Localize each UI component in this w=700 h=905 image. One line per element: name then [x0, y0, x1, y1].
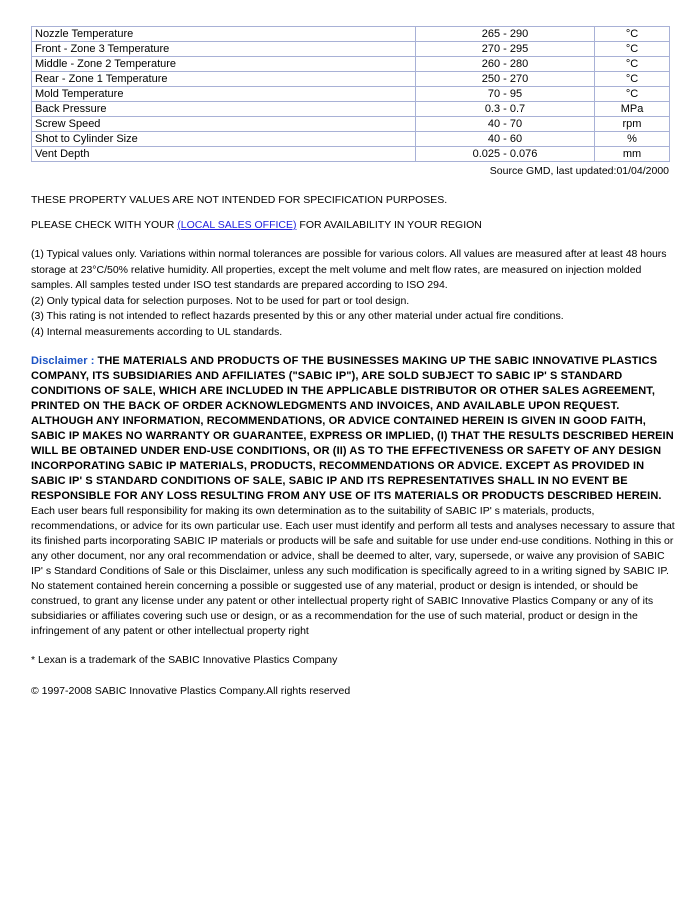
local-sales-office-link[interactable]: (LOCAL SALES OFFICE): [177, 219, 297, 231]
process-table-body: [32, 27, 670, 162]
unit-cell: MPa: [595, 102, 670, 117]
source-line: Source GMD, last updated:01/04/2000: [489, 165, 669, 177]
disclaimer-bold-text: THE MATERIALS AND PRODUCTS OF THE BUSINESSES MAKING UP THE SABIC INNOVATIVE PLASTICS COMPANY, ITS SUBSIDIARIES AND AFFILIATES ("SABIC IP"), ARE SOLD SUBJECT TO SABIC IP' S STANDARD CONDITIONS OF SALE, WHICH ARE INCLUDED IN THE APPLICABLE DISTRIBUTOR OR OTHER SALES AGREEMENT, PRINTED ON THE BACK OF ORDER ACKNOWLEDGMENTS AND INVOICES, AND AVAILABLE UPON REQUEST. ALTHOUGH ANY INFORMATION, RECOMMENDATIONS, OR ADVICE CONTAINED HEREIN IS GIVEN IN GOOD FAITH, SABIC IP MAKES NO WARRANTY OR GUARANTEE, EXPRESS OR IMPLIED, (I) THAT THE RESULTS DESCRIBED HEREIN WILL BE OBTAINED UNDER END-USE CONDITIONS, OR (II) AS TO THE EFFECTIVENESS OR SAFETY OF ANY DESIGN INCORPORATING SABIC IP MATERIALS, PRODUCTS, RECOMMENDATIONS OR ADVICE. EXCEPT AS PROVIDED IN SABIC IP' S STANDARD CONDITIONS OF SALE, SABIC IP AND ITS REPRESENTATIVES SHALL IN NO EVENT BE RESPONSIBLE FOR ANY LOSS RESULTING FROM ANY USE OF ITS MATERIALS OR PRODUCTS DESCRIBED HEREIN.: [31, 355, 674, 502]
table-row: [32, 42, 670, 57]
disclaimer-body-text: Each user bears full responsibility for making its own determination as to the suitability of SABIC IP' s materials, products, recommendations, or advice for its own particular use. Each user must identify and perform all tests and analyses necessary to assure that its finished parts incorporating SABIC IP materials or products will be safe and suitable for use under end-use conditions. Nothing in this or any other document, nor any oral recommendation or advice, shall be deemed to alter, vary, supersede, or waive any provision of SABIC IP' s Standard Conditions of Sale or this Disclaimer, unless any such modification is specifically agreed to in a writing signed by SABIC IP. No statement contained herein concerning a possible or suggested use of any material, product or design is intended, or should be construed, to grant any license under any patent or other intellectual property right of SABIC Innovative Plastics Company or any of its subsidiaries or affiliates covering such use or design, or as a recommendation for the use of such material, product or design in the infringement of any patent or other intellectual property right: [31, 505, 675, 637]
footnote-4: (4) Internal measurements according to UL standards.: [31, 325, 283, 338]
copyright-line: © 1997-2008 SABIC Innovative Plastics Company.All rights reserved: [31, 685, 351, 697]
property-cell: Mold Temperature: [32, 87, 416, 102]
value-cell: 260 - 280: [416, 57, 595, 72]
property-cell: Front - Zone 3 Temperature: [32, 42, 416, 57]
table-row: [32, 132, 670, 147]
property-cell: Nozzle Temperature: [32, 27, 416, 42]
table-row: [32, 117, 670, 132]
value-cell: 70 - 95: [416, 87, 595, 102]
property-cell: Rear - Zone 1 Temperature: [32, 72, 416, 87]
footnote-2: (2) Only typical data for selection purposes. Not to be used for part or tool design.: [31, 294, 410, 307]
disclaimer-label: Disclaimer :: [31, 355, 95, 367]
unit-cell: °C: [595, 87, 670, 102]
unit-cell: °C: [595, 42, 670, 57]
unit-cell: %: [595, 132, 670, 147]
footnote-1: (1) Typical values only. Variations within normal tolerances are possible for various colors. All values are measured after at least 48 hours storage at 23°C/50% relative humidity. All properties, except the melt volume and melt flow rates, are measured on injection molded samples. All samples tested under ISO test standards are prepared according to ISO 294.: [31, 248, 667, 291]
property-cell: Screw Speed: [32, 117, 416, 132]
spec-purpose-statement: THESE PROPERTY VALUES ARE NOT INTENDED FOR SPECIFICATION PURPOSES.: [31, 194, 448, 206]
unit-cell: °C: [595, 57, 670, 72]
availability-statement: [31, 218, 675, 233]
footnote-3: (3) This rating is not intended to reflect hazards presented by this or any other material under actual fire conditions.: [31, 310, 564, 322]
table-row: [32, 27, 670, 42]
unit-cell: °C: [595, 27, 670, 42]
availability-suffix: FOR AVAILABILITY IN YOUR REGION: [296, 219, 482, 231]
value-cell: 265 - 290: [416, 27, 595, 42]
table-row: [32, 102, 670, 117]
value-cell: 0.025 - 0.076: [416, 147, 595, 162]
unit-cell: °C: [595, 72, 670, 87]
value-cell: 250 - 270: [416, 72, 595, 87]
availability-prefix: PLEASE CHECK WITH YOUR: [31, 219, 178, 231]
processing-parameters-table: [31, 26, 670, 162]
value-cell: 40 - 70: [416, 117, 595, 132]
unit-cell: mm: [595, 147, 670, 162]
property-cell: Shot to Cylinder Size: [32, 132, 416, 147]
table-row: [32, 87, 670, 102]
value-cell: 40 - 60: [416, 132, 595, 147]
table-row: [32, 57, 670, 72]
footnotes-list: [31, 247, 679, 340]
value-cell: 0.3 - 0.7: [416, 102, 595, 117]
unit-cell: rpm: [595, 117, 670, 132]
property-cell: Back Pressure: [32, 102, 416, 117]
property-cell: Vent Depth: [32, 147, 416, 162]
trademark-line: * Lexan is a trademark of the SABIC Innovative Plastics Company: [31, 654, 338, 666]
disclaimer-paragraph: [31, 354, 675, 639]
value-cell: 270 - 295: [416, 42, 595, 57]
table-row: [32, 72, 670, 87]
property-cell: Middle - Zone 2 Temperature: [32, 57, 416, 72]
table-row: [32, 147, 670, 162]
